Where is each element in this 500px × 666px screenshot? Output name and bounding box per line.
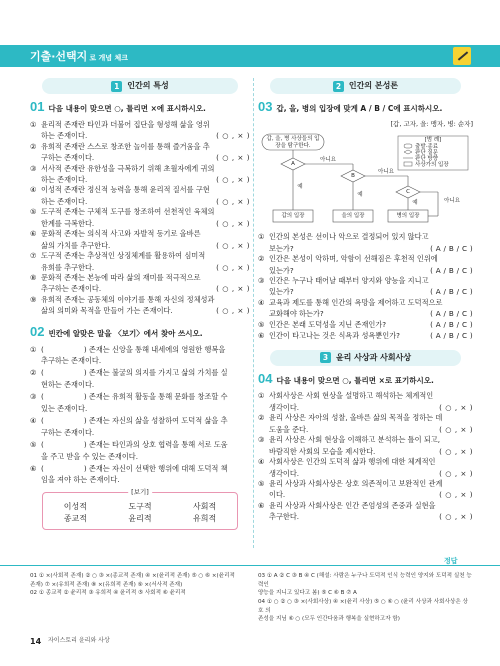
item-text: 윤리 사상은 사회 현상을 이해하고 분석하는 틀이 되고, xyxy=(269,435,441,445)
answer-label: 정답 xyxy=(444,557,458,565)
list-item xyxy=(30,142,250,164)
item-text: 유희적 존재란 스스로 창조한 놀이를 통해 즐거움을 추 xyxy=(41,141,210,151)
q01-items xyxy=(30,120,250,317)
item-marker: ⑤ xyxy=(258,319,265,329)
item-text: 임을 져야 하는 존재이다. xyxy=(41,475,120,485)
list-item xyxy=(258,298,473,320)
list-item xyxy=(30,120,250,142)
list-item xyxy=(258,435,473,457)
item-text: 생각이다. xyxy=(269,468,300,478)
item-text: 사회사상은 사회 현상을 설명하고 해석하는 체계적인 xyxy=(269,391,434,401)
list-item xyxy=(30,273,250,295)
section-3-title: 3 윤리 사상과 사회사상 xyxy=(270,350,461,366)
item-text: 이다. xyxy=(269,490,286,500)
list-item xyxy=(30,185,250,207)
item-marker: ② xyxy=(258,413,265,423)
item-marker: ① xyxy=(258,232,265,242)
answer-choice[interactable]: ( ○ , × ) xyxy=(439,402,473,412)
item-marker: ⑨ xyxy=(30,294,37,304)
item-text: 삶의 의미와 목적을 만들어 가는 존재이다. xyxy=(41,306,173,316)
item-text: 한계를 극복한다. xyxy=(41,218,95,228)
answer-choice[interactable]: ( ○ , × ) xyxy=(216,262,250,272)
item-marker: ⑥ xyxy=(258,500,265,510)
legend-item: 판단 질문 xyxy=(415,150,439,157)
item-text: 윤리 사상과 사회사상은 인간 존엄성의 존중과 실현을 xyxy=(269,500,436,510)
item-text: 추구한다. xyxy=(269,512,300,522)
item-marker: ③ xyxy=(30,163,37,173)
item-text: 생각이다. xyxy=(269,402,300,412)
flow-node-c: C xyxy=(406,189,410,196)
q03-hint: [갑, 고자, 을: 맹자, 병: 순자] xyxy=(390,119,473,128)
list-item: ① ( ) 존재는 신앙을 통해 내세에의 영원한 행복을 추구하는 존재이다. xyxy=(30,345,250,367)
item-marker: ② xyxy=(30,141,37,151)
list-item: ③ ( ) 존재는 유희적 활동을 통해 문화를 창조할 수 있는 존재이다. xyxy=(30,392,250,414)
page-title: 기출·선택지 로 개념 체크 xyxy=(30,50,128,63)
item-marker: ③ xyxy=(258,276,265,286)
list-item xyxy=(30,295,250,317)
legend-item: 판단 방향 xyxy=(415,156,439,163)
section-number: 1 xyxy=(111,81,122,92)
item-text: 존재는 자신이 선택한 행위에 대해 도덕적 책 xyxy=(86,463,228,473)
q03-items xyxy=(258,232,473,341)
left-column xyxy=(30,78,250,530)
answer-choice[interactable]: ( ○ , × ) xyxy=(439,512,473,522)
bogi-box: [보기] 이성적 도구적 사회적 종교적 윤리적 유희적 xyxy=(42,492,238,530)
item-marker: ④ xyxy=(258,457,265,467)
item-marker: ③ xyxy=(30,392,37,402)
pencil-icon xyxy=(453,47,471,65)
item-text: 문화적 존재는 의식적 사고와 자발적 동기로 올바른 xyxy=(41,229,201,239)
item-marker: ⑤ xyxy=(258,478,265,488)
answer-choice[interactable]: ( ○ , × ) xyxy=(216,240,250,250)
answer-choice[interactable]: ( A / B / C ) xyxy=(430,243,473,253)
item-text: 윤리 사상은 자아의 성찰, 올바른 삶의 목적을 정하는 데 xyxy=(269,413,443,423)
item-text: 인간은 누구나 태어날 때부터 양지와 양능을 지니고 xyxy=(269,276,429,286)
flow-result-2: 을의 입장 xyxy=(341,213,365,220)
item-text: 추구하는 존재이다. xyxy=(41,356,102,365)
list-item xyxy=(30,251,250,273)
bogi-row-1: 이성적 도구적 사회적 xyxy=(63,501,217,511)
answer-choice[interactable]: ( ○ , × ) xyxy=(439,446,473,456)
answer-choice[interactable]: ( A / B / C ) xyxy=(430,331,473,341)
item-text: 현하는 존재이다. xyxy=(41,379,95,389)
item-text: 하는 존재이다. xyxy=(41,175,88,185)
flowchart xyxy=(258,132,473,228)
item-marker: ⑤ xyxy=(30,207,37,217)
item-text: 이성적 존재란 정신적 능력을 통해 윤리적 질서를 구현 xyxy=(41,185,210,195)
list-item: ⑤ ( ) 존재는 타인과의 상호 협력을 통해 서로 도움 을 주고 받을 수 있는 존재이다. xyxy=(30,440,250,462)
item-text: 바람직한 사회의 모습을 제시한다. xyxy=(269,446,376,456)
item-text: 존재는 타인과의 상호 협력을 통해 서로 도움 xyxy=(86,440,228,450)
answer-choice[interactable]: ( ○ , × ) xyxy=(439,468,473,478)
item-text: 도구적 존재는 추상적인 상징체계를 활용하여 심미적 xyxy=(41,251,206,261)
answer-choice[interactable]: ( ○ , × ) xyxy=(216,196,250,206)
item-marker: ② xyxy=(30,368,37,378)
list-item xyxy=(258,276,473,298)
flow-yes-1: 예 xyxy=(297,184,303,191)
item-text: 있는가? xyxy=(269,265,294,275)
answer-choice[interactable]: ( ○ , × ) xyxy=(216,284,250,294)
item-text: 윤리적 존재란 타인과 더불어 집단을 형성해 삶을 영위 xyxy=(41,119,210,129)
footer-rule xyxy=(0,565,500,566)
list-item xyxy=(258,413,473,435)
list-item xyxy=(258,232,473,254)
legend-item: 사상가의 입장 xyxy=(415,162,449,169)
item-text: 유희적 존재는 공동체의 이야기를 통해 자신의 정체성과 xyxy=(41,294,215,304)
item-text: 인간은 본래 도덕성을 지닌 존재인가? xyxy=(269,319,387,329)
list-item xyxy=(30,207,250,229)
item-text: 구하는 존재이다. xyxy=(41,427,95,437)
list-item xyxy=(258,254,473,276)
list-item xyxy=(30,229,250,251)
item-marker: ⑤ xyxy=(30,440,37,450)
legend-title: [범 례] xyxy=(424,137,442,144)
answer-choice[interactable]: ( ○ , × ) xyxy=(216,131,250,141)
q04-items xyxy=(258,391,473,522)
item-marker: ② xyxy=(258,254,265,264)
question-02: 02 빈칸에 알맞은 말을 〈보기〉에서 찾아 쓰시오. xyxy=(30,323,203,339)
list-item xyxy=(258,331,473,341)
item-text: 교화해야 하는가? xyxy=(269,309,324,319)
answer-key-right: 03 ① A ② C ③ B ④ C (해설: 사람은 누구나 도덕적 인식 능력인 양지와 도덕적 실천 능력인 양능을 지니고 있다고 봄) ⑤ C ⑥ B ⑦ A 04 ① ○ ② ○ ③ ×(사회사상) ④ ×(윤리 사상) ⑤ ○ ⑥ ○ (윤리 사상과 사회사상은 상호 의 존성을 지님 ⑥ ○ (모두 인간다움과 행복을 실현하고자 함) xyxy=(258,573,472,623)
list-item xyxy=(258,479,473,501)
flow-node-b: B xyxy=(351,173,355,180)
flow-no-2: 아니요 xyxy=(378,169,394,176)
answer-choice[interactable]: ( ○ , × ) xyxy=(216,306,250,316)
item-marker: ⑧ xyxy=(30,272,37,282)
item-text: 존재는 유희적 활동을 통해 문화를 창조할 수 xyxy=(86,392,228,402)
section-2-title: 2 인간의 본성론 xyxy=(270,78,461,94)
flow-yes-3: 예 xyxy=(412,200,418,207)
item-text: 을 주고 받을 수 있는 존재이다. xyxy=(41,451,139,461)
item-text: 하는 존재이다. xyxy=(41,131,88,141)
list-item: ⑥ ( ) 존재는 자신이 선택한 행위에 대해 도덕적 책 임을 져야 하는 존재이다. xyxy=(30,464,250,486)
flow-no-1: 아니요 xyxy=(320,157,336,164)
flow-start: 갑, 을, 병 사상들의 입장을 탐구한다. xyxy=(266,136,320,149)
section-1-title: 1 인간의 특성 xyxy=(42,78,238,94)
item-text: 윤리 사상과 사회사상은 상호 의존적이고 보완적인 관계 xyxy=(269,478,443,488)
book-name: 자이스토리 윤리와 사상 xyxy=(48,637,110,644)
column-divider xyxy=(253,78,254,548)
item-text: 존재는 신앙을 통해 내세에의 영원한 행복을 xyxy=(86,344,226,354)
item-marker: ① xyxy=(30,344,37,354)
item-text: 추구하는 존재이다. xyxy=(41,284,102,294)
item-text: 보는가? xyxy=(269,243,294,253)
item-text: 있는가? xyxy=(269,287,294,297)
list-item xyxy=(30,164,250,186)
flow-no-3: 아니요 xyxy=(444,198,460,205)
list-item: ② ( ) 존재는 불굴의 의지를 가지고 삶의 가치를 실 현하는 존재이다. xyxy=(30,368,250,390)
item-text: 사회사상은 인간의 도덕적 삶과 행위에 대한 체계적인 xyxy=(269,457,436,467)
question-01: 01 다음 내용이 맞으면 ○, 틀리면 ×에 표시하시오. xyxy=(30,99,206,114)
list-item xyxy=(258,391,473,413)
legend-item: 출발·종료 xyxy=(415,144,439,151)
item-text: 유희를 추구한다. xyxy=(41,262,95,272)
item-marker: ⑥ xyxy=(30,463,37,473)
answer-choice[interactable]: ( A / B / C ) xyxy=(430,309,473,319)
q02-items xyxy=(30,345,250,486)
answer-choice[interactable]: ( A / B / C ) xyxy=(430,319,473,329)
item-text: 존재는 자신의 삶을 성찰하여 도덕적 삶을 추 xyxy=(86,416,228,426)
item-text: 인간은 본성이 악하며, 악함이 선해짐은 후천적 인위에 xyxy=(269,254,438,264)
answer-choice[interactable]: ( A / B / C ) xyxy=(430,265,473,275)
answer-key-left: 01 ① ×(사회적 존재) ② ○ ③ ×(종교적 존재) ④ ×(윤리적 존재) ⑤ ○ ⑥ ×(윤리적 존재) ⑦ ×(유희적 존재) ⑧ ×(유희적 존재) ⑨ ×(서사적 존재) 02 ① 종교적 ② 윤리적 ③ 유희적 ④ 윤리적 ⑤ 사회적 ⑥ 윤리적 xyxy=(30,573,235,597)
item-text: 인간이 타고나는 것은 식욕과 성욕뿐인가? xyxy=(269,331,400,341)
item-marker: ⑥ xyxy=(30,229,37,239)
item-marker: ① xyxy=(30,119,37,129)
item-text: 있는 존재이다. xyxy=(41,403,88,413)
list-item xyxy=(258,457,473,479)
item-marker: ⑦ xyxy=(30,251,37,261)
right-column xyxy=(258,78,473,523)
page-number: 14 xyxy=(30,637,42,646)
item-marker: ④ xyxy=(30,416,37,426)
item-text: 삶의 가치를 추구한다. xyxy=(41,240,111,250)
answer-choice[interactable]: ( A / B / C ) xyxy=(430,287,473,297)
answer-choice[interactable]: ( ○ , × ) xyxy=(216,175,250,185)
item-text: 하는 존재이다. xyxy=(41,196,88,206)
answer-choice[interactable]: ( ○ , × ) xyxy=(216,218,250,228)
answer-choice[interactable]: ( ○ , × ) xyxy=(439,490,473,500)
item-text: 존재는 불굴의 의지를 가지고 삶의 가치를 실 xyxy=(86,368,228,378)
item-text: 구하는 존재이다. xyxy=(41,153,95,163)
list-item: ④ ( ) 존재는 자신의 삶을 성찰하여 도덕적 삶을 추 구하는 존재이다. xyxy=(30,416,250,438)
list-item xyxy=(258,501,473,523)
flow-result-3: 병의 입장 xyxy=(396,213,420,220)
section-number: 3 xyxy=(320,352,331,363)
item-text: 교육과 제도를 통해 인간의 욕망을 제어하고 도덕적으로 xyxy=(269,297,443,307)
item-text: 인간의 본성은 선이나 악으로 결정되어 있지 않다고 xyxy=(269,232,429,242)
item-text: 문화적 존재는 본능에 따라 삶의 재미를 적극적으로 xyxy=(41,272,201,282)
flow-node-a: A xyxy=(291,161,295,168)
list-item xyxy=(258,320,473,330)
question-04: 04 다음 내용이 맞으면 ○, 틀리면 ×로 표기하시오. xyxy=(258,370,434,386)
question-03: 03 갑, 을, 병의 입장에 맞게 A / B / C에 표시하시오. xyxy=(258,99,443,114)
item-marker: ⑥ xyxy=(258,331,265,341)
answer-choice[interactable]: ( ○ , × ) xyxy=(216,153,250,163)
bogi-row-2: 종교적 윤리적 유희적 xyxy=(63,513,217,523)
item-marker: ④ xyxy=(258,297,265,307)
item-marker: ① xyxy=(258,391,265,401)
flow-result-1: 갑의 입장 xyxy=(281,213,305,220)
item-marker: ④ xyxy=(30,185,37,195)
item-text: 도구적 존재는 구체적 도구를 창조하여 선천적인 육체의 xyxy=(41,207,215,217)
item-text: 도움을 준다. xyxy=(269,424,309,434)
item-text: 서사적 존재란 유한성을 극복하기 위해 초월자에게 귀의 xyxy=(41,163,215,173)
section-number: 2 xyxy=(333,81,344,92)
answer-choice[interactable]: ( ○ , × ) xyxy=(439,424,473,434)
flow-yes-2: 예 xyxy=(357,192,363,199)
item-marker: ③ xyxy=(258,435,265,445)
